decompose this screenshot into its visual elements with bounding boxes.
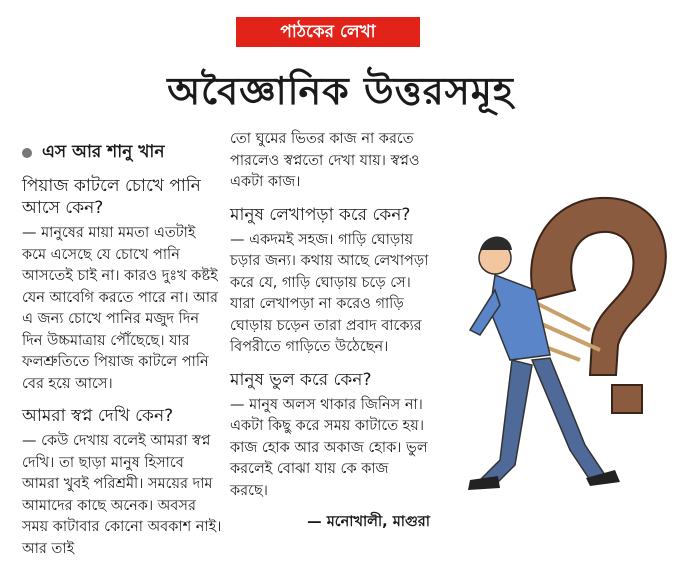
author-name: এস আর শানু খান bbox=[42, 142, 165, 162]
answer-2-continued: তো ঘুমের ভিতর কাজ না করতে পারলেও স্বপ্নতো দেখা যায়। স্বপ্নও একটা কাজ। bbox=[230, 131, 420, 190]
answer-1: — মানুষের মায়া মমতা এতটাই কমে এসেছে যে চোখে পানি আসতেই চাই না। কারও দুঃখ কষ্টই যেন আবেগি করতে পারে না। আর এ জন্য চোখে পানির মজুদ দিন দিন উচ্চমাত্রায় পৌঁছেছে। যার ফলশ্রুতিতে পিয়াজ কাটলে পানি বের হয়ে আসে। bbox=[22, 225, 219, 392]
answer-3: — একদমই সহজ। গাড়ি ঘোড়ায় চড়ার জন্য। কথায় আছে লেখাপড়া করে যে, গাড়ি ঘোড়ায় চড়ে সে। যারা লেখাপড়া না করেও গাড়ি ঘোড়ায় চড়েন তারা প্রবাদ বাক্যের বিপরীতে গাড়িতে উঠেছেন। bbox=[230, 231, 429, 355]
question-4: মানুষ ভুল করে কেন? bbox=[230, 369, 372, 390]
article-column-2 bbox=[230, 129, 430, 534]
author-byline bbox=[22, 139, 164, 167]
question-3: মানুষ লেখাপড়া করে কেন? bbox=[230, 204, 411, 225]
question-1: পিয়াজ কাটলে চোখে পানি আসে কেন? bbox=[22, 176, 201, 218]
article-column-1 bbox=[22, 175, 222, 570]
question-2: আমরা স্বপ্ন দেখি কেন? bbox=[22, 406, 174, 426]
section-label: পাঠকের লেখা bbox=[236, 17, 420, 47]
bullet-icon bbox=[22, 148, 32, 158]
page-title: অবৈজ্ঞানিক উত্তরসমূহ bbox=[167, 68, 514, 113]
answer-4: — মানুষ অলস থাকার জিনিস না। একটা কিছু করে সময় কাটাতে হয়। কাজ হোক আর অকাজ হোক। ভুল করলেই বোঝা যায় কে কাজ করছে। bbox=[230, 396, 428, 499]
illustration-man-carrying-question-mark bbox=[440, 180, 680, 550]
signature: — মনোখালী, মাগুরা bbox=[307, 514, 430, 530]
answer-2: — কেউ দেখায় বলেই আমরা স্বপ্ন দেখি। তা ছাড়া মানুষ হিসাবে আমরা খুবই পরিশ্রমী। সময়ের দাম আমাদের কাছে অনেক। অবসর সময় কাটাবার কোনো অবকাশ নাই। আর তাই bbox=[22, 433, 222, 557]
